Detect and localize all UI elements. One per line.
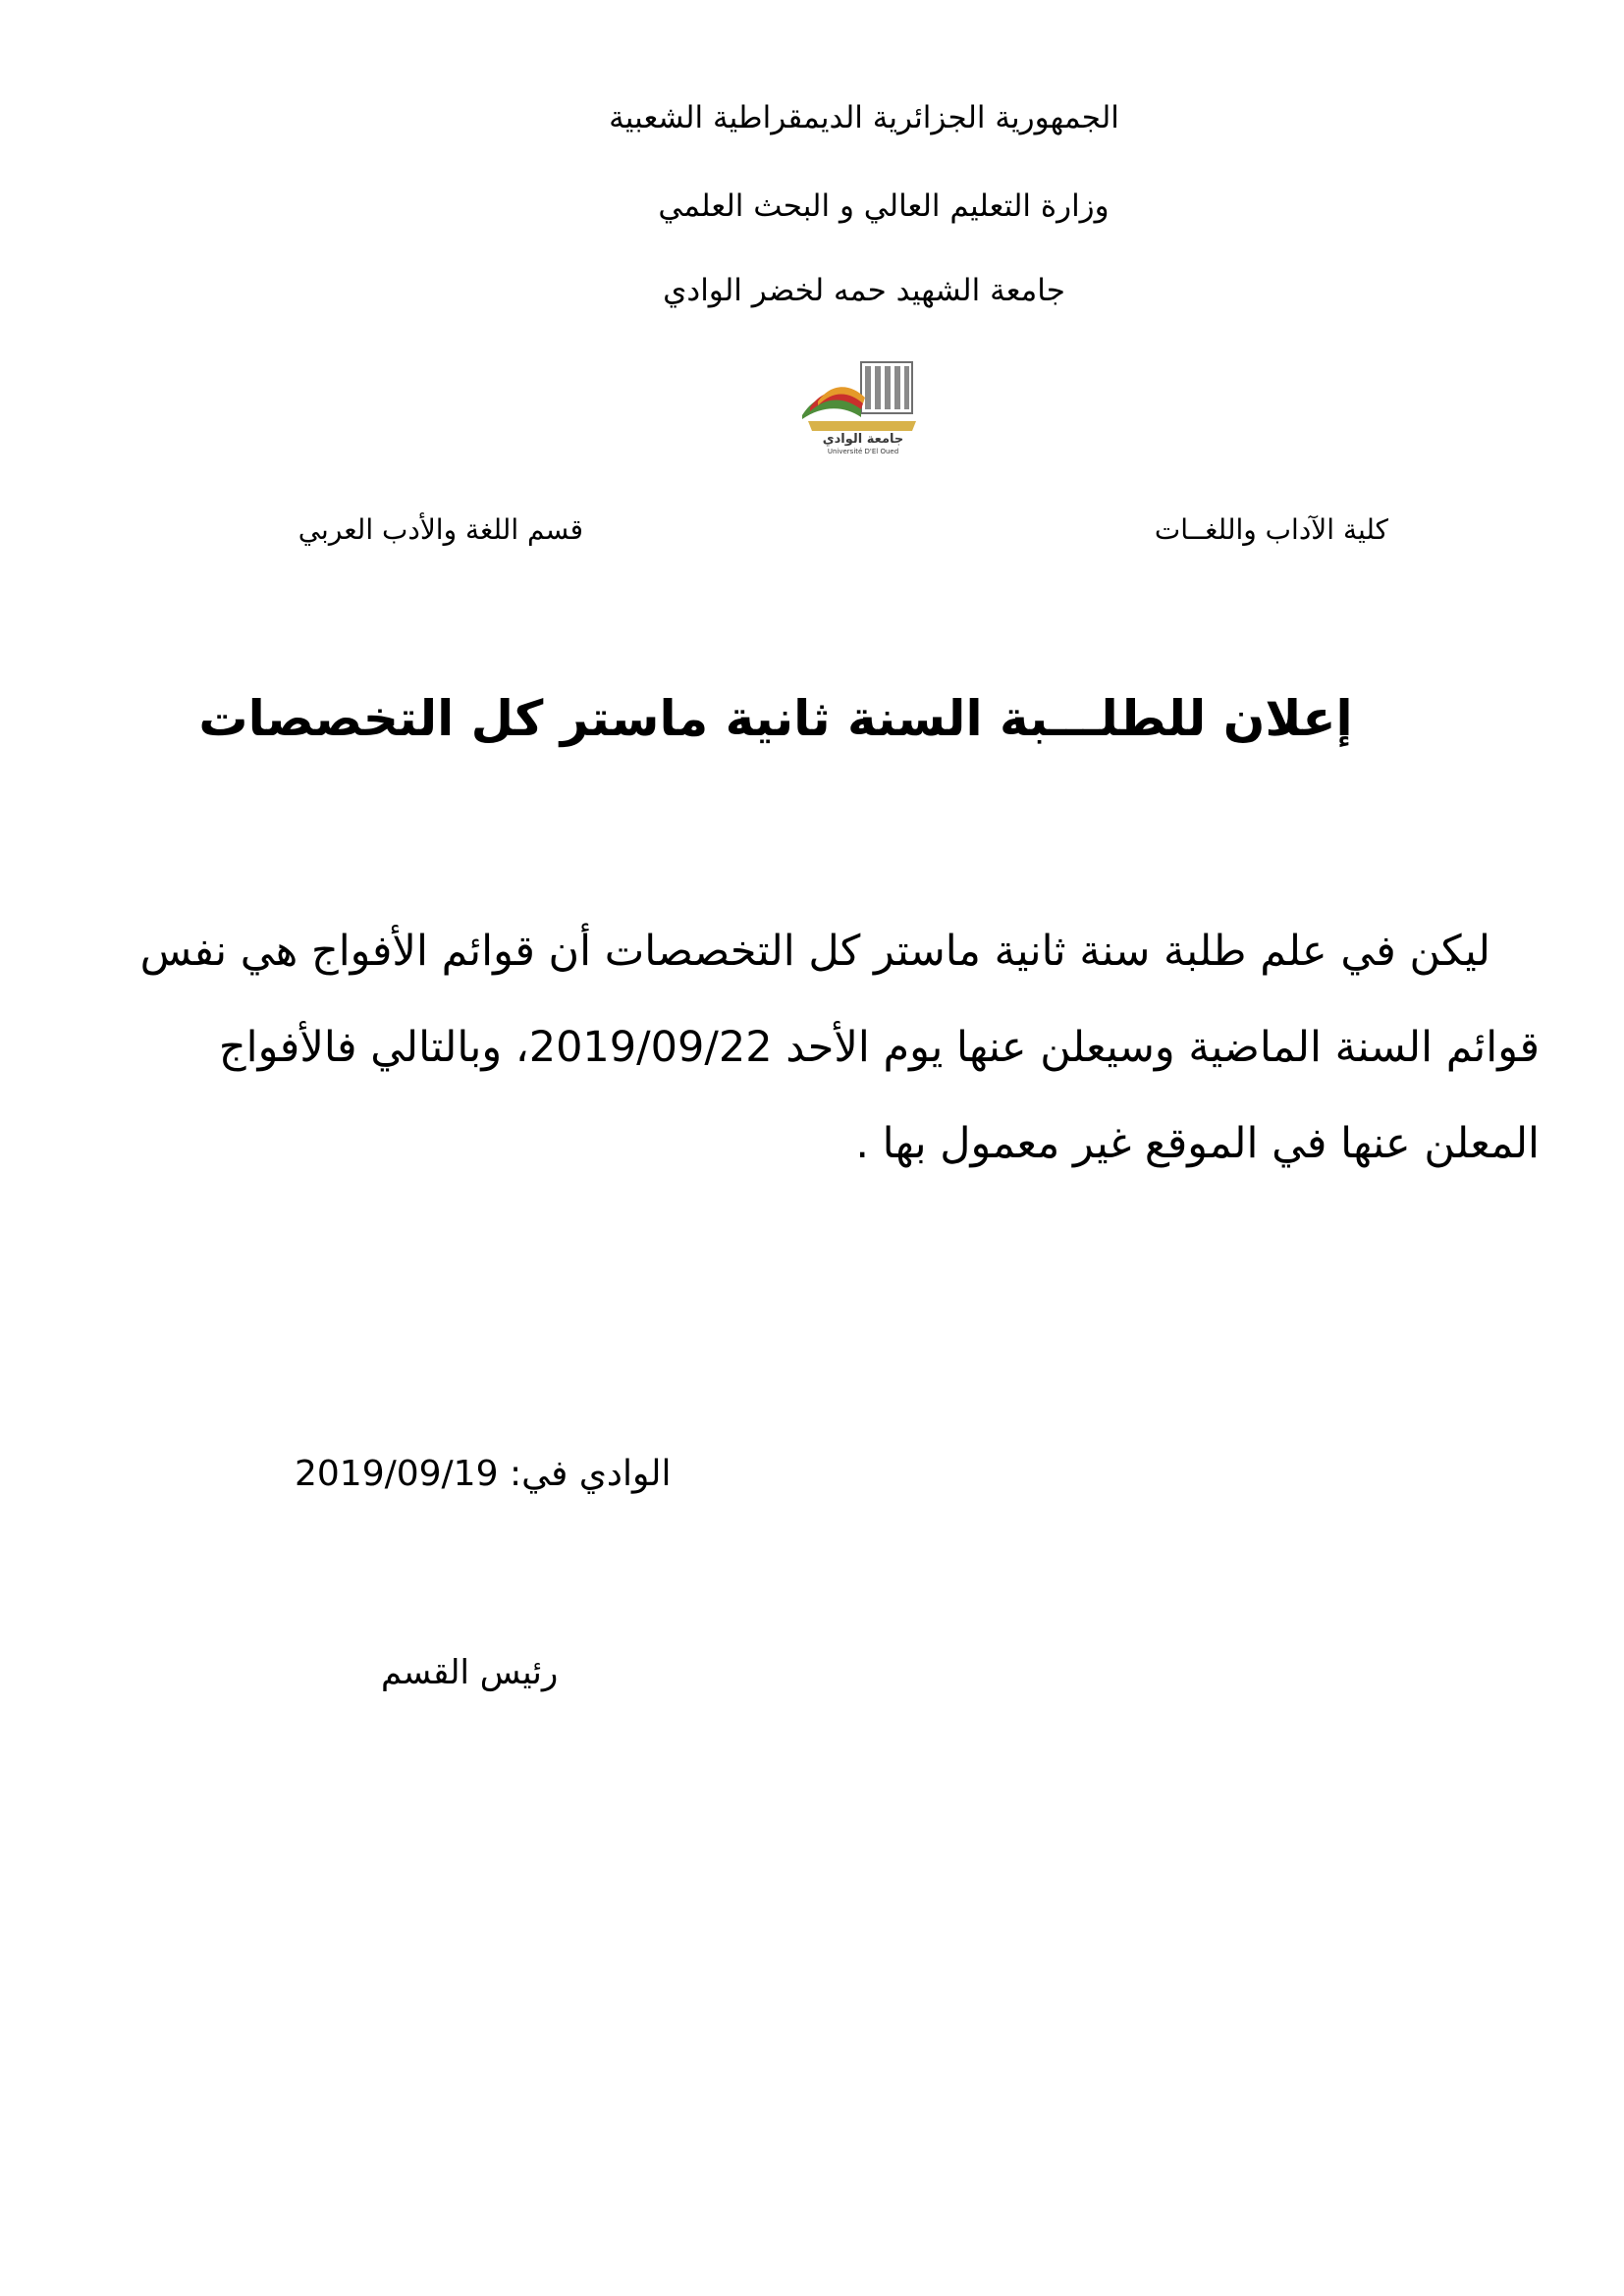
date-label: الوادي في: bbox=[509, 1454, 672, 1494]
header-university: جامعة الشهيد حمه لخضر الوادي bbox=[663, 273, 1065, 308]
logo-text-arabic: جامعة الوادي bbox=[822, 432, 904, 447]
signature-label: رئيس القسم bbox=[381, 1653, 559, 1692]
department-label: قسم اللغة والأدب العربي bbox=[298, 513, 583, 546]
date-line bbox=[295, 1451, 672, 1498]
body-line-2: قوائم السنة الماضية وسيعلن عنها يوم الأحد 2019/09/22، وبالتالي فالأفواج bbox=[218, 1023, 1540, 1072]
announcement-title: إعلان للطلـــبة السنة ثانية ماستر كل التخصصات bbox=[198, 690, 1353, 747]
body-line-1: ليكن في علم طلبة سنة ثانية ماستر كل التخصصات أن قوائم الأفواج هي نفس bbox=[139, 927, 1490, 976]
university-logo bbox=[800, 358, 928, 456]
faculty-label: كلية الآداب واللغــات bbox=[1154, 513, 1388, 546]
header-republic: الجمهورية الجزائرية الديمقراطية الشعبية bbox=[609, 100, 1119, 135]
body-line-3: المعلن عنها في الموقع غير معمول بها . bbox=[855, 1119, 1540, 1168]
announcement-body bbox=[116, 903, 1540, 1192]
date-value: 2019/09/19 bbox=[295, 1454, 499, 1494]
header-ministry: وزارة التعليم العالي و البحث العلمي bbox=[658, 188, 1110, 224]
logo-text-latin: Université D'El Oued bbox=[827, 448, 899, 455]
university-logo-graphic bbox=[800, 358, 928, 456]
